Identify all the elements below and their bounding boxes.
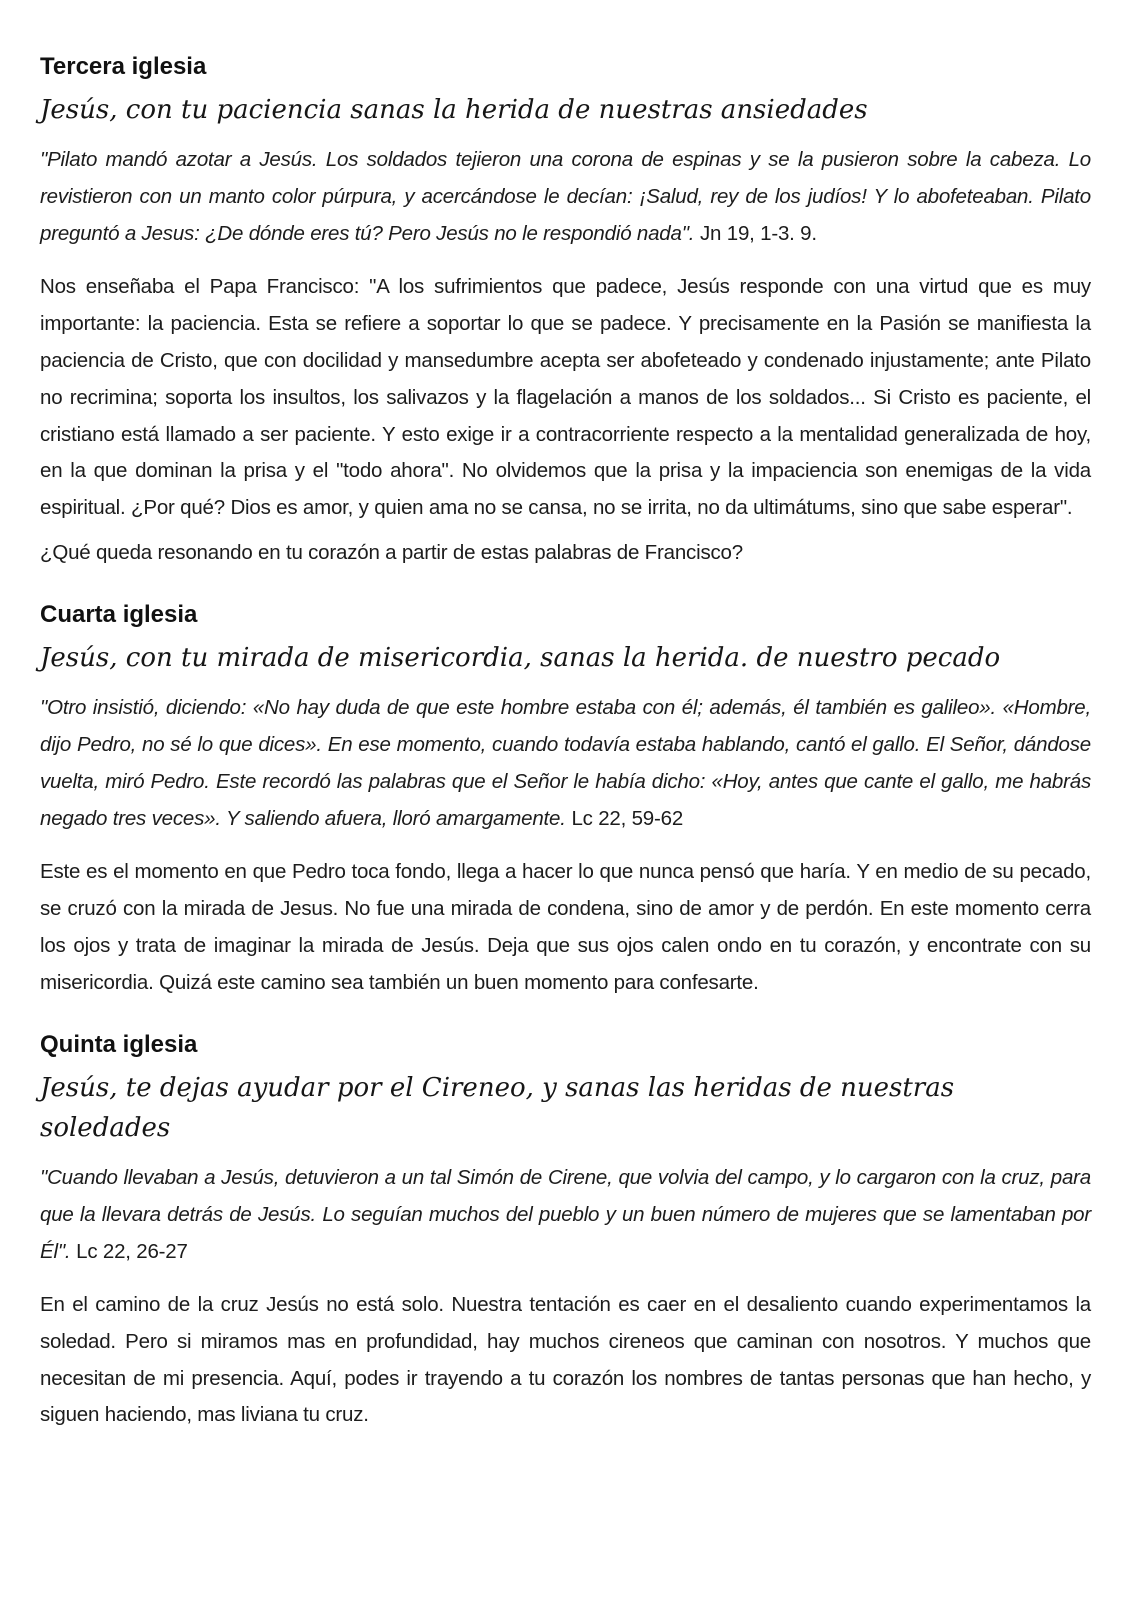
reflection-paragraph: En el camino de la cruz Jesús no está solo. Nuestra tentación es caer en el desaliento cuando experimentamos la soledad. Pero si miramos mas en profundidad, hay muchos cireneos que caminan con nosotros. Y muchos que necesitan de mi presencia. Aquí, podes ir trayendo a tu corazón los nombres de tantas personas que han hecho, y siguen haciendo, mas liviana tu cruz. — [40, 1292, 1091, 1427]
reflection-paragraph: Este es el momento en que Pedro toca fondo, llega a hacer lo que nunca pensó que haría. Y en medio de su pecado, se cruzó con la mirada de Jesus. No fue una mirada de condena, sino de amor y de perdón. En este momento cerra los ojos y trata de imaginar la mirada de Jesús. Deja que sus ojos calen ondo en tu corazón, y encontrate con su misericordia. Quizá este camino sea también un buen momento para confesarte. — [40, 859, 1091, 994]
quote-text: "Cuando llevaban a Jesús, detuvieron a un tal Simón de Cirene, que volvia del campo, y lo cargaron con la cruz, para que la llevara detrás de Jesús. Lo seguían muchos del pueblo y un buen número de mujeres que se lamentaban por Él". — [40, 1166, 1091, 1263]
section-quinta-iglesia — [40, 1030, 1091, 1435]
section-heading: Cuarta iglesia — [40, 601, 198, 629]
section-subtitle-handwritten: Jesús, con tu mirada de misericordia, sanas la herida. de nuestro pecado — [40, 643, 1001, 674]
scripture-reference: Lc 22, 59-62 — [571, 807, 684, 831]
reflection-paragraph: Nos enseñaba el Papa Francisco: "A los sufrimientos que padece, Jesús responde con una virtud que es muy importante: la paciencia. Esta se refiere a soportar lo que se padece. Y precisamente en la Pasión se manifiesta la paciencia de Cristo, que con docilidad y mansedumbre acepta ser abofeteado y condenado injustamente; ante Pilato no recrimina; soporta los insultos, los salivazos y la flagelación a manos de los soldados... Si Cristo es paciente, el cristiano está llamado a ser paciente. Y esto exige ir a contracorriente respecto a la mentalidad generalizada de hoy, en la que dominan la prisa y el "todo ahora". No olvidemos que la prisa y la impaciencia son enemigas de la vida espiritual. ¿Por qué? Dios es amor, y quien ama no se cansa, no se irrita, no da ultimátums, sino que sabe esperar". — [40, 274, 1091, 520]
scripture-reference: Lc 22, 26-27 — [76, 1239, 188, 1263]
quote-text: "Pilato mandó azotar a Jesús. Los soldados tejieron una corona de espinas y se la pusieron sobre la cabeza. Lo revistieron con un manto color púrpura, y acercándose le decían: ¡Salud, rey de los judíos! Y lo abofeteaban. Pilato preguntó a Jesus: ¿De dónde eres tú? Pero Jesús no le respondió nada". — [40, 148, 1091, 246]
section-subtitle-handwritten: Jesús, con tu paciencia sanas la herida de nuestras ansiedades — [40, 95, 868, 125]
section-heading: Tercera iglesia — [40, 53, 207, 80]
section-tercera-iglesia — [40, 52, 1091, 572]
section-cuarta-iglesia — [40, 600, 1091, 1001]
scripture-quote — [40, 1160, 1091, 1271]
quote-text: "Otro insistió, diciendo: «No hay duda de que este hombre estaba con él; además, él también es galileo». «Hombre, dijo Pedro, no sé lo que dices». En ese momento, cuando todavía estaba hablando, cantó el gallo. El Señor, dándose vuelta, miró Pedro. Este recordó las palabras que el Señor le había dicho: «Hoy, antes que cante el gallo, me habrás negado tres veces». Y saliendo afuera, lloró amargamente. — [40, 696, 1091, 831]
reflection-question: ¿Qué queda resonando en tu corazón a partir de estas palabras de Francisco? — [40, 541, 743, 565]
scripture-reference: Jn 19, 1-3. 9. — [700, 222, 817, 246]
scripture-quote — [40, 142, 1091, 253]
scripture-quote — [40, 690, 1091, 838]
section-subtitle-handwritten: Jesús, te dejas ayudar por el Cireneo, y sanas las heridas de nuestras soledades — [40, 1072, 955, 1143]
section-heading: Quinta iglesia — [40, 1030, 198, 1058]
